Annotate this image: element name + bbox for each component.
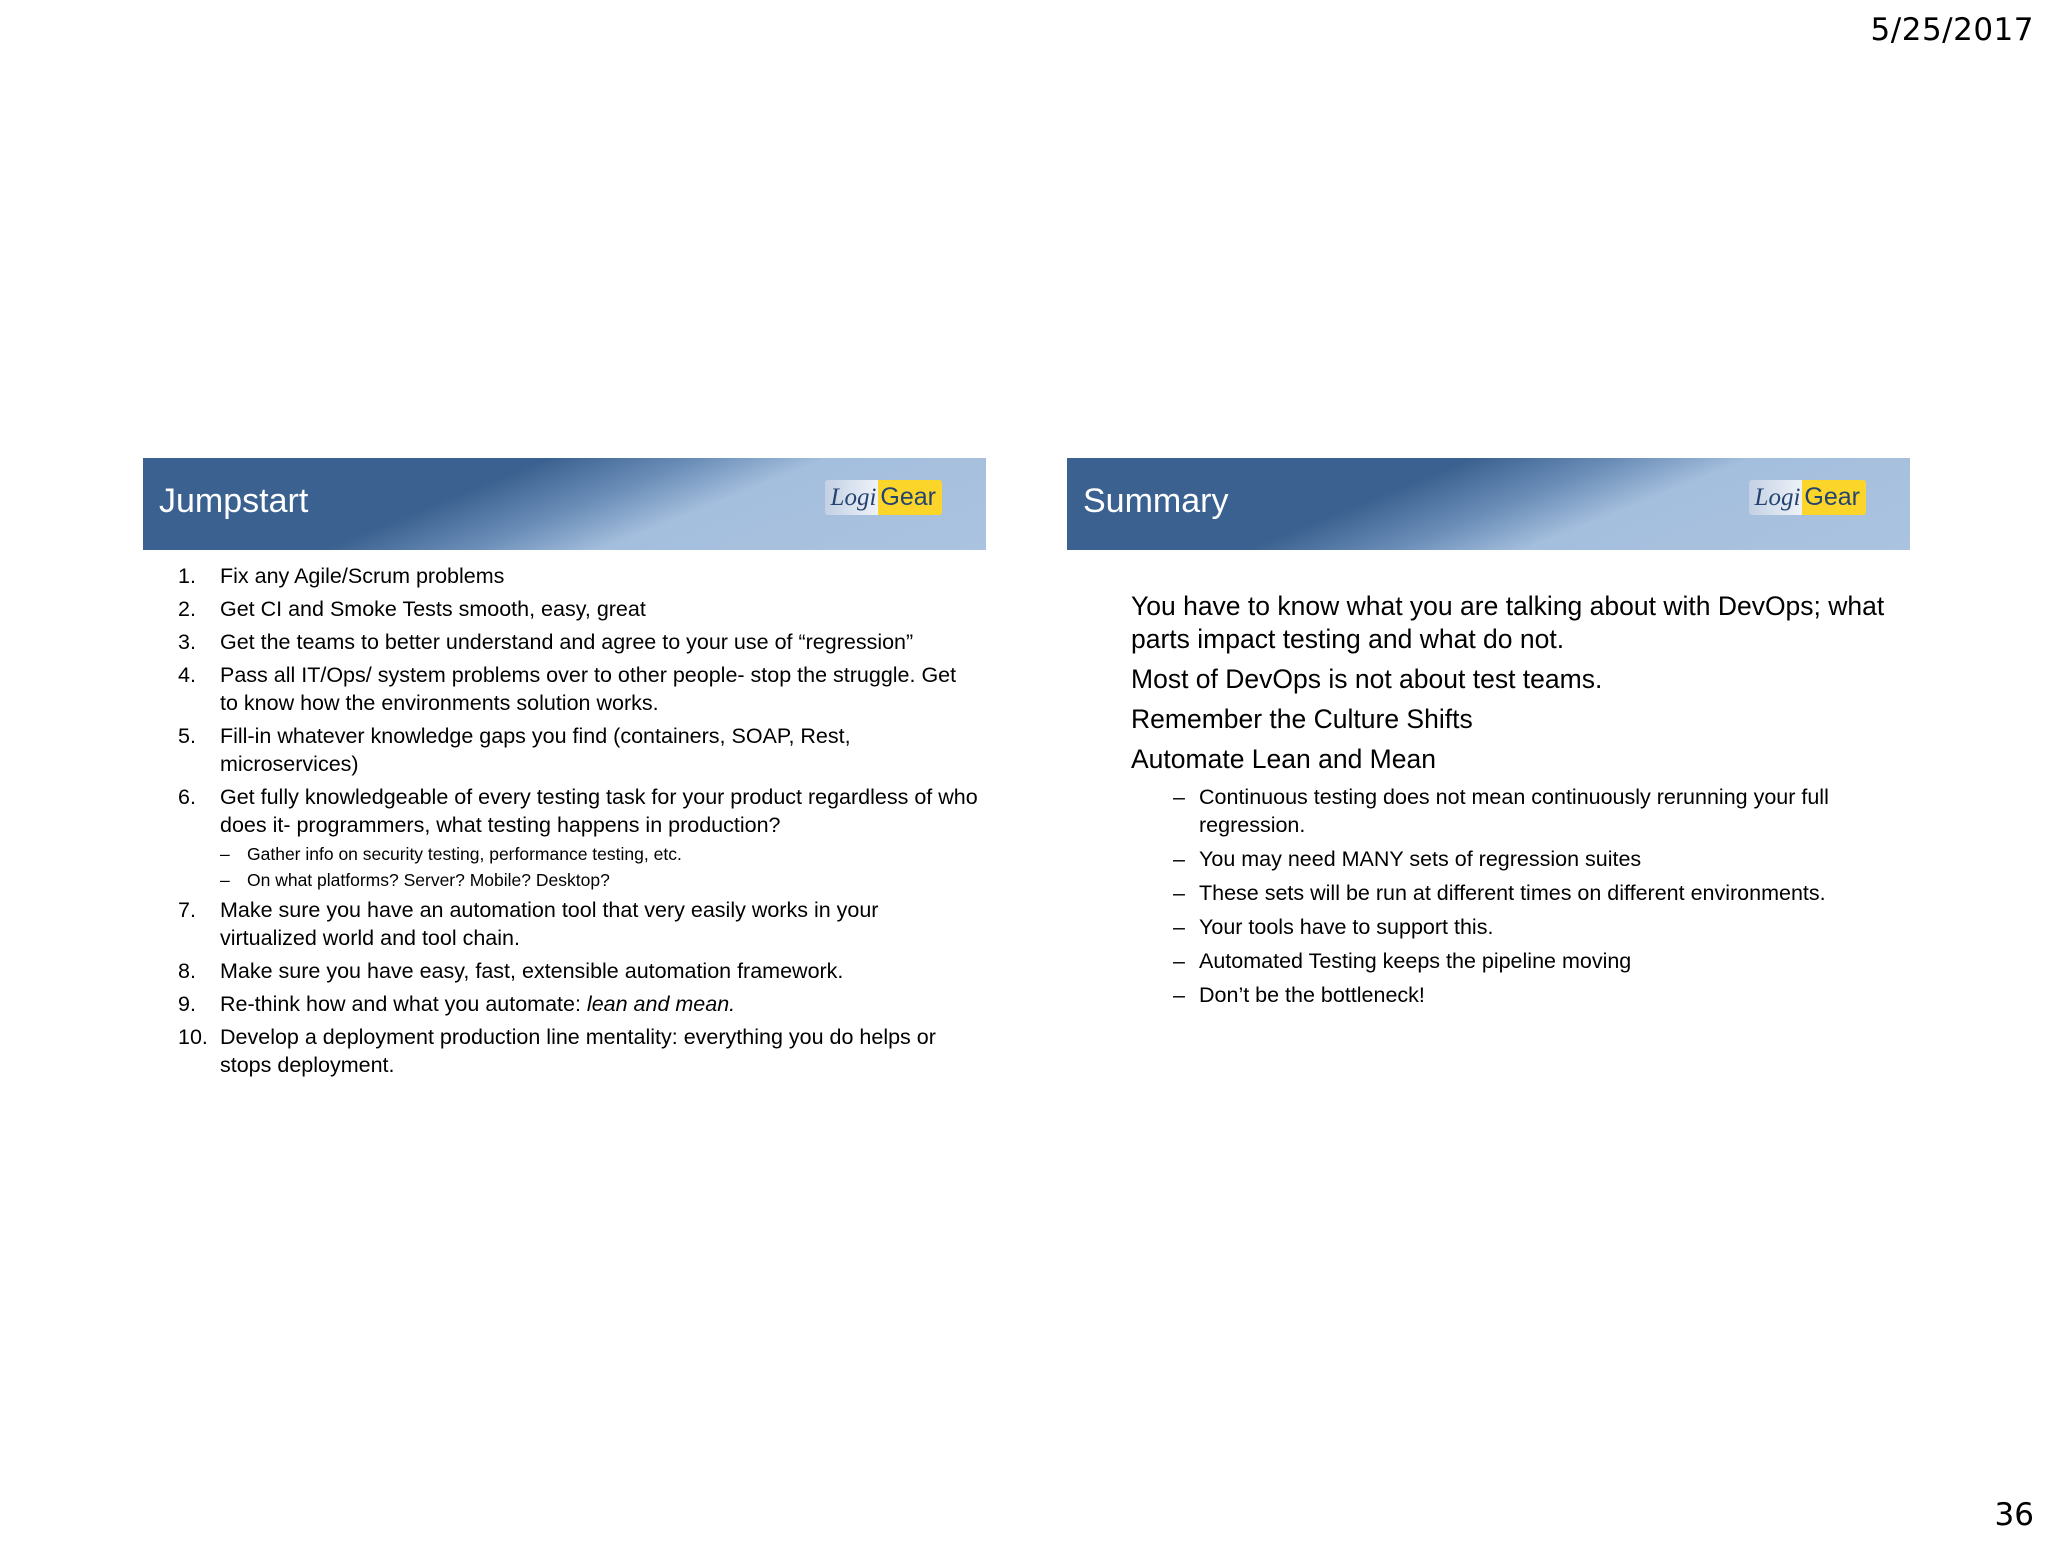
dash-bullet: – <box>1173 881 1185 905</box>
list-item <box>178 990 978 1018</box>
list-item <box>178 661 978 717</box>
dash-bullet: – <box>1173 915 1185 939</box>
dash-bullet: – <box>220 870 230 890</box>
sub-item-text: Gather info on security testing, performance testing, etc. <box>247 844 682 864</box>
sub-item-text: Automated Testing keeps the pipeline moving <box>1199 949 1632 973</box>
sub-item-text: Your tools have to support this. <box>1199 915 1494 939</box>
item-text-italic: lean and mean. <box>586 992 736 1016</box>
sub-list-item <box>1131 845 1891 873</box>
item-number: 1. <box>178 564 196 588</box>
item-number: 8. <box>178 959 196 983</box>
item-text: Fix any Agile/Scrum problems <box>220 564 505 588</box>
sub-list-item <box>220 843 978 865</box>
slide-jumpstart <box>143 458 986 1098</box>
item-text: Make sure you have an automation tool that very easily works in your virtualized world and tool chain. <box>220 898 879 950</box>
dash-bullet: – <box>1173 983 1185 1007</box>
summary-paragraph: Automate Lean and Mean <box>1131 744 1436 774</box>
sub-item-text: These sets will be run at different times on different environments. <box>1199 881 1826 905</box>
sub-list-item <box>220 869 978 891</box>
sub-list-item <box>1131 913 1891 941</box>
item-text: Get fully knowledgeable of every testing task for your product regardless of who does it- programmers, what testing happens in production? <box>220 785 978 837</box>
sub-item-text: Don’t be the bottleneck! <box>1199 983 1425 1007</box>
sub-list <box>220 843 978 891</box>
item-number: 7. <box>178 898 196 922</box>
item-text: Re-think how and what you automate: <box>220 992 587 1016</box>
list-item <box>178 1023 978 1079</box>
dash-bullet: – <box>1173 847 1185 871</box>
dash-bullet: – <box>1173 949 1185 973</box>
item-text: Make sure you have easy, fast, extensible automation framework. <box>220 959 844 983</box>
list-item <box>178 562 978 590</box>
item-text: Develop a deployment production line mentality: everything you do helps or stops deployment. <box>220 1025 936 1077</box>
logigear-logo <box>825 480 942 515</box>
logo-gear-text: Gear <box>1802 480 1866 515</box>
logo-logi-text: Logi <box>825 480 879 515</box>
item-number: 5. <box>178 724 196 748</box>
slide-header <box>1067 458 1910 550</box>
slide-title: Jumpstart <box>159 482 309 520</box>
slide-title: Summary <box>1083 482 1229 520</box>
logo-gear-text: Gear <box>878 480 942 515</box>
item-number: 4. <box>178 663 196 687</box>
item-text: Get CI and Smoke Tests smooth, easy, great <box>220 597 646 621</box>
list-item <box>178 722 978 778</box>
sub-list-item <box>1131 981 1891 1009</box>
sub-list-item <box>1131 947 1891 975</box>
list-item <box>178 628 978 656</box>
sub-list-item <box>1131 783 1891 839</box>
page-date: 5/25/2017 <box>1870 12 2034 48</box>
slide-header <box>143 458 986 550</box>
item-text: Fill-in whatever knowledge gaps you find (containers, SOAP, Rest, microservices) <box>220 724 851 776</box>
dash-bullet: – <box>1173 785 1185 809</box>
list-item <box>178 896 978 952</box>
sub-item-text: Continuous testing does not mean continuously rerunning your full regression. <box>1199 785 1829 837</box>
item-number: 6. <box>178 785 196 809</box>
summary-paragraph: You have to know what you are talking about with DevOps; what parts impact testing and what do not. <box>1131 591 1885 654</box>
page-number: 36 <box>1994 1497 2034 1533</box>
slide-summary <box>1067 458 1910 1098</box>
item-number: 9. <box>178 992 196 1016</box>
summary-body <box>1131 590 1891 1015</box>
summary-paragraph: Most of DevOps is not about test teams. <box>1131 664 1603 694</box>
item-text: Get the teams to better understand and agree to your use of “regression” <box>220 630 914 654</box>
item-number: 2. <box>178 597 196 621</box>
jumpstart-list <box>178 562 978 1084</box>
list-item <box>178 957 978 985</box>
list-item <box>178 783 978 891</box>
item-text: Pass all IT/Ops/ system problems over to other people- stop the struggle. Get to know how the environments solution works. <box>220 663 957 715</box>
item-number: 10. <box>178 1025 208 1049</box>
logo-logi-text: Logi <box>1749 480 1803 515</box>
list-item <box>178 595 978 623</box>
sub-item-text: On what platforms? Server? Mobile? Desktop? <box>247 870 610 890</box>
summary-sub-list <box>1131 783 1891 1009</box>
sub-list-item <box>1131 879 1891 907</box>
summary-paragraph: Remember the Culture Shifts <box>1131 704 1473 734</box>
logigear-logo <box>1749 480 1866 515</box>
sub-item-text: You may need MANY sets of regression suites <box>1199 847 1642 871</box>
dash-bullet: – <box>220 844 230 864</box>
item-number: 3. <box>178 630 196 654</box>
